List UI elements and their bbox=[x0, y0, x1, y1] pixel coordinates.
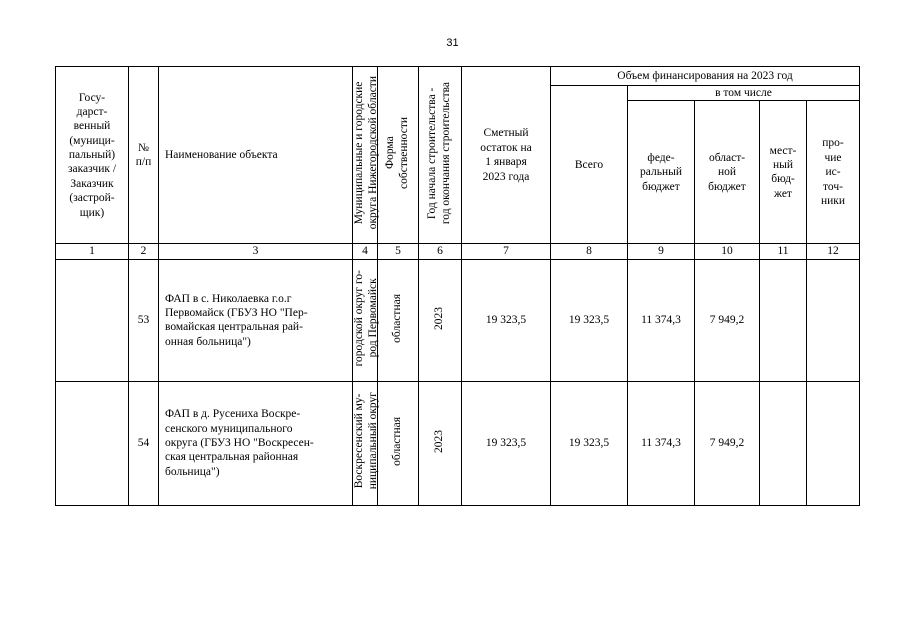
cell-municipal bbox=[353, 381, 378, 505]
header-federal: феде- ральный бюджет bbox=[628, 101, 695, 244]
header-local: мест- ный бюд- жет bbox=[760, 101, 807, 244]
cell-customer bbox=[56, 381, 129, 505]
header-ownership-text: Форма собственности bbox=[384, 117, 410, 189]
cell-customer bbox=[56, 259, 129, 381]
column-number: 8 bbox=[551, 244, 628, 259]
column-number: 6 bbox=[419, 244, 462, 259]
column-number: 5 bbox=[378, 244, 419, 259]
header-customer: Госу- дарст- венный (муници- пальный) заказчик / Заказчик (застрой- щик) bbox=[56, 67, 129, 244]
column-number: 4 bbox=[353, 244, 378, 259]
header-including: в том числе bbox=[628, 86, 860, 101]
header-municipal-text: Муниципальные и городские округа Нижегородской области bbox=[353, 76, 379, 230]
cell-total: 19 323,5 bbox=[551, 381, 628, 505]
column-number: 2 bbox=[129, 244, 159, 259]
header-object-name: Наименование объекта bbox=[159, 67, 353, 244]
cell-ownership bbox=[378, 259, 419, 381]
cell-federal: 11 374,3 bbox=[628, 259, 695, 381]
header-estimate: Сметный остаток на 1 января 2023 года bbox=[462, 67, 551, 244]
cell-federal: 11 374,3 bbox=[628, 381, 695, 505]
cell-regional: 7 949,2 bbox=[695, 259, 760, 381]
cell-ownership-text: областная bbox=[391, 293, 404, 343]
cell-years-text: 2023 bbox=[433, 306, 446, 330]
header-other: про- чие ис- точ- ники bbox=[807, 101, 860, 244]
page-number: 31 bbox=[446, 37, 459, 49]
table-row bbox=[56, 381, 860, 505]
cell-municipal bbox=[353, 259, 378, 381]
header-regional: област- ной бюджет bbox=[695, 101, 760, 244]
cell-object-name: ФАП в с. Николаевка г.о.г Первомайск (ГБУЗ НО "Пер- вомайская центральная рай- онная больница") bbox=[159, 259, 353, 381]
column-number: 3 bbox=[159, 244, 353, 259]
column-number: 7 bbox=[462, 244, 551, 259]
cell-total: 19 323,5 bbox=[551, 259, 628, 381]
cell-local bbox=[760, 259, 807, 381]
cell-num: 53 bbox=[129, 259, 159, 381]
header-ownership bbox=[378, 67, 419, 244]
column-number: 9 bbox=[628, 244, 695, 259]
cell-municipal-text: Воскресенский му- ниципальный округ bbox=[353, 392, 379, 490]
cell-other bbox=[807, 381, 860, 505]
cell-object-name: ФАП в д. Русениха Воскре- сенского муниципального округа (ГБУЗ НО "Воскресен- ская центральная районная больница") bbox=[159, 381, 353, 505]
cell-years-text: 2023 bbox=[433, 429, 446, 453]
column-number: 10 bbox=[695, 244, 760, 259]
column-number: 1 bbox=[56, 244, 129, 259]
cell-ownership bbox=[378, 381, 419, 505]
column-number: 12 bbox=[807, 244, 860, 259]
header-total: Всего bbox=[551, 86, 628, 244]
column-number-row bbox=[56, 244, 860, 259]
cell-other bbox=[807, 259, 860, 381]
cell-local bbox=[760, 381, 807, 505]
header-years-text: Год начала строительства - год окончания строительства bbox=[426, 81, 452, 225]
header-num: № п/п bbox=[129, 67, 159, 244]
column-number: 11 bbox=[760, 244, 807, 259]
cell-estimate: 19 323,5 bbox=[462, 259, 551, 381]
cell-years bbox=[419, 259, 462, 381]
cell-num: 54 bbox=[129, 381, 159, 505]
cell-years bbox=[419, 381, 462, 505]
header-municipal bbox=[353, 67, 378, 244]
cell-estimate: 19 323,5 bbox=[462, 381, 551, 505]
cell-ownership-text: областная bbox=[391, 416, 404, 466]
cell-municipal-text: городской округ го- род Первомайск bbox=[353, 269, 379, 367]
table-row bbox=[56, 259, 860, 381]
header-years bbox=[419, 67, 462, 244]
cell-regional: 7 949,2 bbox=[695, 381, 760, 505]
financing-table bbox=[55, 66, 860, 506]
header-financing: Объем финансирования на 2023 год bbox=[551, 67, 860, 86]
